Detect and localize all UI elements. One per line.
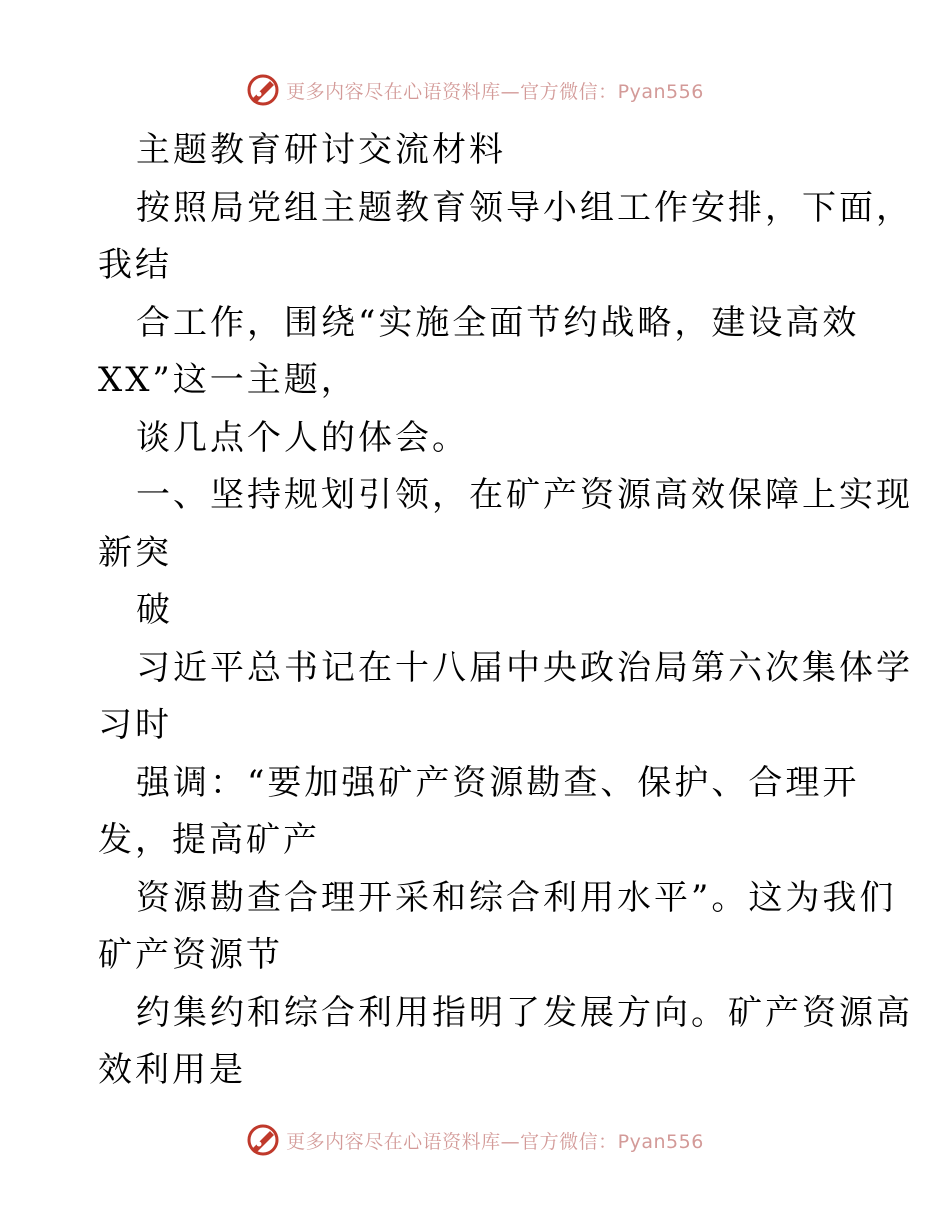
text-line: XX”这一主题， <box>98 360 358 400</box>
text-line: 约集约和综合利用指明了发展方向。矿产资源高 <box>136 992 913 1033</box>
text-line: 谈几点个人的体会。 <box>136 417 469 458</box>
footer-banner <box>0 1120 950 1160</box>
text-line: 主题教育研讨交流材料 <box>136 130 506 170</box>
text-line: 一、坚持规划引领，在矿产资源高效保障上实现 <box>136 475 913 515</box>
text-line: 我结 <box>98 245 172 285</box>
text-line: 习时 <box>98 705 172 745</box>
banner-text: 更多内容尽在心语资料库—官方微信：Pyan556 <box>286 1130 704 1153</box>
text-line: 新突 <box>98 532 172 573</box>
text-line: 资源勘查合理开采和综合利用水平”。这为我们 <box>136 877 897 918</box>
text-line: 效利用是 <box>98 1050 246 1090</box>
header-banner <box>0 70 950 110</box>
text-line: 破 <box>136 590 173 630</box>
text-line: 强调：“要加强矿产资源勘查、保护、合理开 <box>136 762 860 803</box>
text-line: 发，提高矿产 <box>98 820 320 860</box>
text-line: 习近平总书记在十八届中央政治局第六次集体学 <box>136 647 913 688</box>
banner-text: 更多内容尽在心语资料库—官方微信：Pyan556 <box>286 80 704 103</box>
text-line: 矿产资源节 <box>98 935 283 975</box>
document-body <box>98 122 913 1100</box>
text-line: 按照局党组主题教育领导小组工作安排，下面， <box>136 187 913 228</box>
pen-logo-icon <box>246 73 280 107</box>
text-line: 合工作，围绕“实施全面节约战略，建设高效 <box>136 302 860 343</box>
pen-logo-icon <box>246 1123 280 1157</box>
